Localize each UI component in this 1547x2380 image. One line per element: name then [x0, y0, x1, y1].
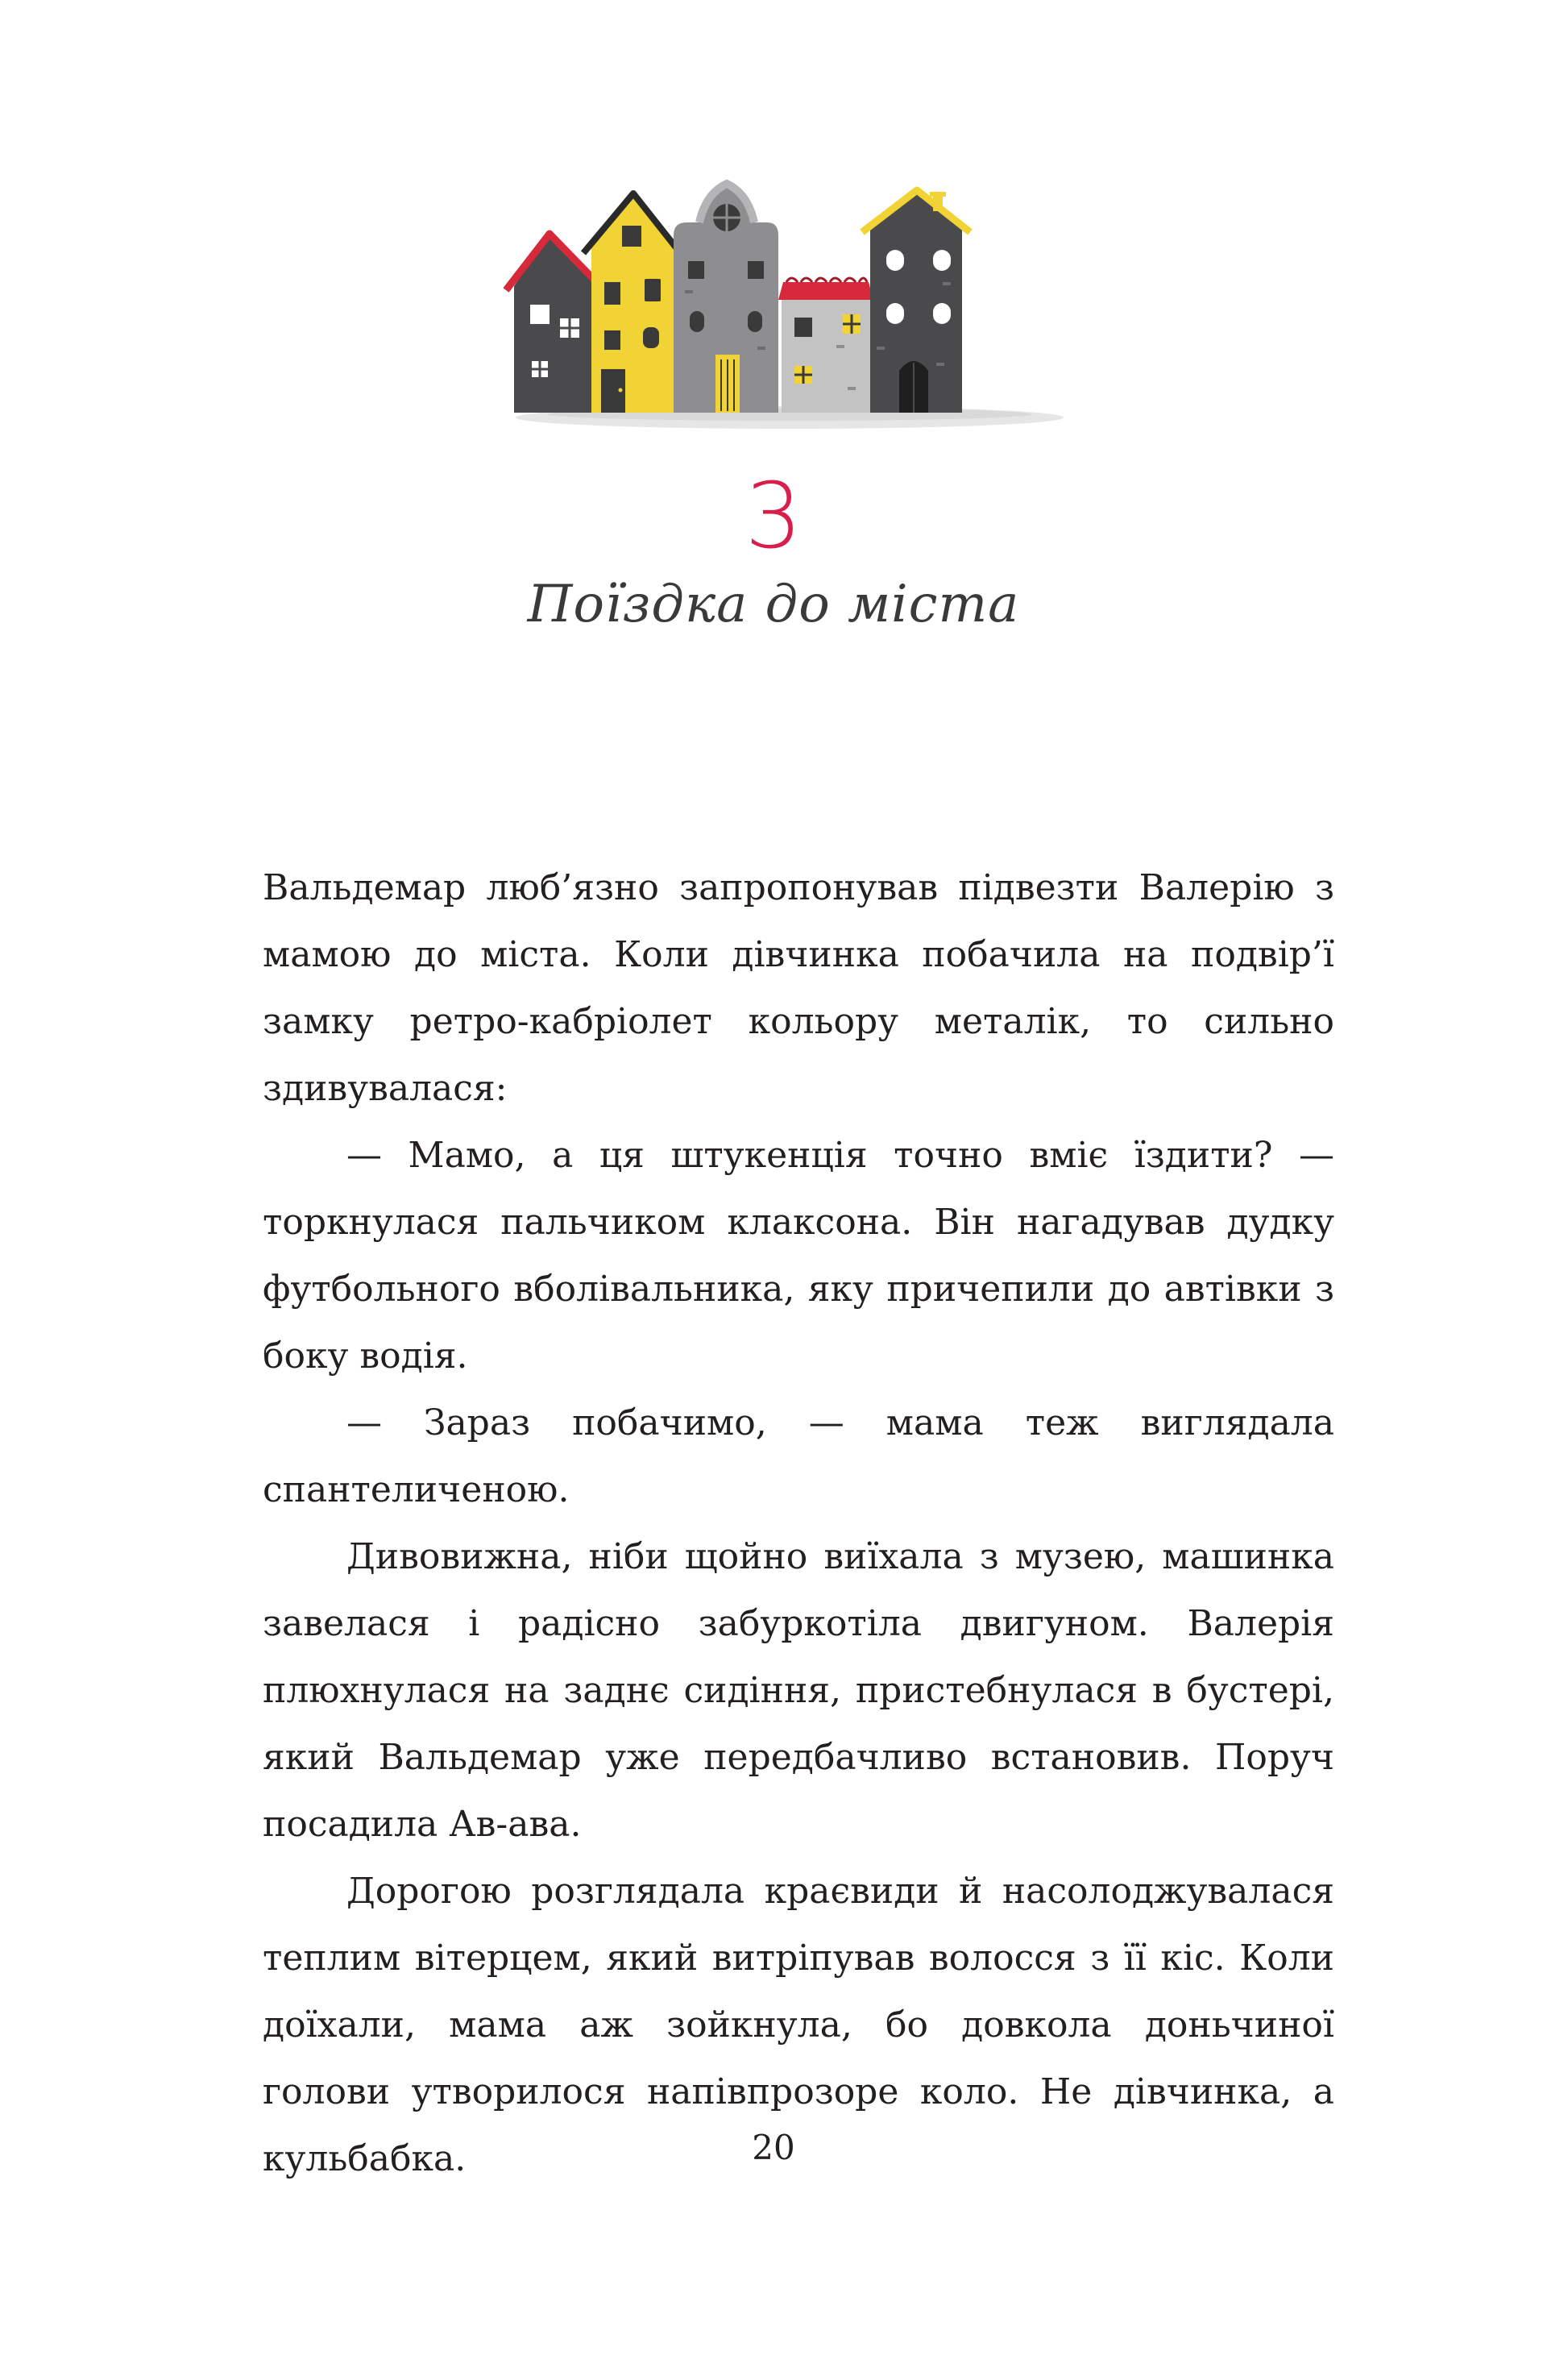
paragraph: Дорогою розглядала краєвиди й насолоджувалася теплим вітерцем, який витріпував волосся з її кіс. Коли доїхали, мама аж зойкнула, бо довкола доньчиної голови утворилося напівпрозоре коло. Не дівчинка, а кульбабка. [263, 1871, 1334, 2179]
chapter-title: Поїздка до міста [527, 575, 1020, 634]
paragraph: Дивовижна, ніби щойно виїхала з музею, машинка завелася і радісно забуркотіла двигуном. Валерія плюхнулася на заднє сидіння, пристебнулася в бустері, який Вальдемар уже передбачливо встановив. Поруч посадила Ав-ава. [263, 1536, 1334, 1845]
paragraph: Вальдемар люб’язно запропонував підвезти Валерію з мамою до міста. Коли дівчинка побачила на подвір’ї замку ретро-кабріолет кольору металік, то сильно здивувалася: [263, 867, 1334, 1109]
chapter-body [263, 854, 1334, 2192]
paragraph: — Зараз побачимо, — мама теж виглядала спантеличеною. [263, 1402, 1334, 1510]
houses-illustration [491, 89, 1088, 467]
page-number: 20 [752, 2128, 795, 2167]
paragraph: — Мамо, а ця штукенція точно вміє їздити? — торкнулася пальчиком клаксона. Він нагадував дудку футбольного вболівальника, яку причепили до автівки з боку водія. [263, 1135, 1334, 1377]
chapter-number: 3 [744, 464, 803, 569]
